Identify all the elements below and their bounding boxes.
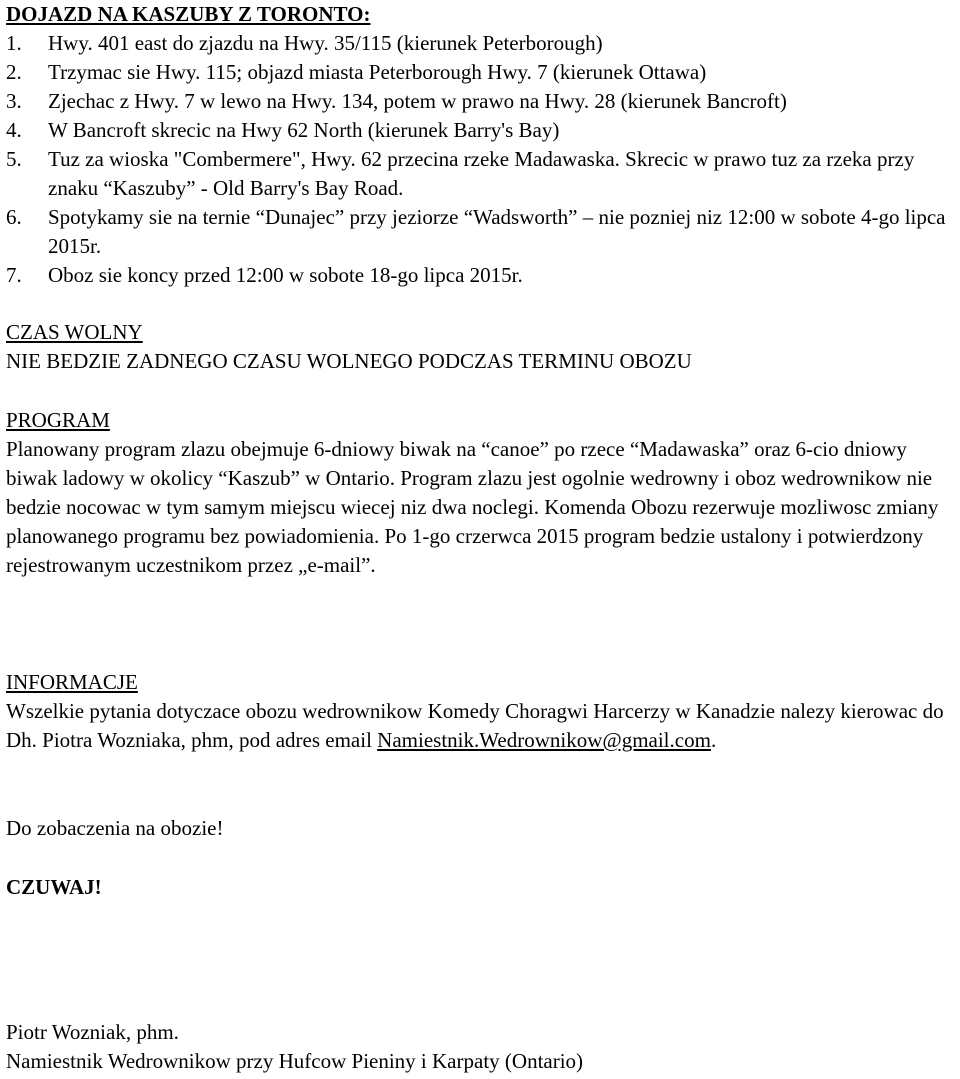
route-step-text: W Bancroft skrecic na Hwy 62 North (kierunek Barry's Bay): [48, 118, 560, 142]
info-title: INFORMACJE: [6, 670, 138, 694]
route-step: [6, 261, 960, 290]
route-step-number: 6.: [6, 205, 22, 229]
route-step-number: 2.: [6, 60, 22, 84]
route-step-text: Spotykamy sie na ternie “Dunajec” przy jeziorze “Wadsworth” – nie pozniej niz 12:00 w sobote 4-go lipca 2015r.: [48, 205, 946, 258]
free-time-text: NIE BEDZIE ZADNEGO CZASU WOLNEGO PODCZAS TERMINU OBOZU: [6, 349, 692, 373]
route-step: [6, 203, 960, 261]
closing-motto: CZUWAJ!: [6, 875, 102, 899]
route-title: DOJAZD NA KASZUBY Z TORONTO:: [6, 2, 371, 26]
program-section: [6, 406, 960, 580]
free-time-title: CZAS WOLNY: [6, 320, 143, 344]
route-step: [6, 29, 960, 58]
signature-block: [6, 1018, 960, 1076]
route-step-number: 4.: [6, 118, 22, 142]
info-text-block: [6, 697, 958, 755]
route-step: [6, 87, 960, 116]
route-section: [6, 0, 960, 290]
email-link[interactable]: Namiestnik.Wedrownikow@gmail.com: [377, 728, 711, 752]
route-step-text: Trzymac sie Hwy. 115; objazd miasta Peterborough Hwy. 7 (kierunek Ottawa): [48, 60, 707, 84]
program-title: PROGRAM: [6, 408, 110, 432]
free-time-section: [6, 318, 960, 376]
signature-name: Piotr Wozniak, phm.: [6, 1020, 179, 1044]
email-suffix: .: [710, 728, 717, 752]
route-step-text: Tuz za wioska "Combermere", Hwy. 62 przecina rzeke Madawaska. Skrecic w prawo tuz za rzeka przy znaku “Kaszuby” - Old Barry's Bay Road.: [48, 147, 915, 200]
route-step-number: 3.: [6, 89, 22, 113]
program-text: Planowany program zlazu obejmuje 6-dniowy biwak na “canoe” po rzece “Madawaska” oraz 6-cio dniowy biwak ladowy w okolicy “Kaszub” w Ontario. Program zlazu jest ogolnie wedrowny i oboz wedrownikow nie bedzie nocowac w tym samym miejscu wiecej niz dwa noclegi. Komenda Obozu rezerwuje mozliwosc zmiany planowanego programu bez powiadomienia. Po 1-go crzerwca 2015 program bedzie ustalony i potwierdzony rejestrowanym uczestnikom przez „e-mail”.: [6, 437, 939, 577]
closing-farewell: Do zobaczenia na obozie!: [6, 816, 224, 840]
route-step-number: 7.: [6, 263, 22, 287]
route-step-text: Zjechac z Hwy. 7 w lewo na Hwy. 134, potem w prawo na Hwy. 28 (kierunek Bancroft): [48, 89, 787, 113]
route-step: [6, 58, 960, 87]
route-step-text: Oboz sie koncy przed 12:00 w sobote 18-go lipca 2015r.: [48, 263, 523, 287]
route-step-text: Hwy. 401 east do zjazdu na Hwy. 35/115 (kierunek Peterborough): [48, 31, 603, 55]
route-steps-list: [6, 29, 960, 290]
signature-role: Namiestnik Wedrownikow przy Hufcow Pieniny i Karpaty (Ontario): [6, 1049, 584, 1073]
route-step-number: 1.: [6, 31, 22, 55]
route-step: [6, 116, 960, 145]
route-step: [6, 145, 960, 203]
info-text: Wszelkie pytania dotyczace obozu wedrownikow Komedy Choragwi Harcerzy w Kanadzie nalezy kierowac do Dh. Piotra Wozniaka, phm, pod adres email: [6, 699, 944, 752]
info-section: [6, 668, 960, 755]
route-step-number: 5.: [6, 147, 22, 171]
